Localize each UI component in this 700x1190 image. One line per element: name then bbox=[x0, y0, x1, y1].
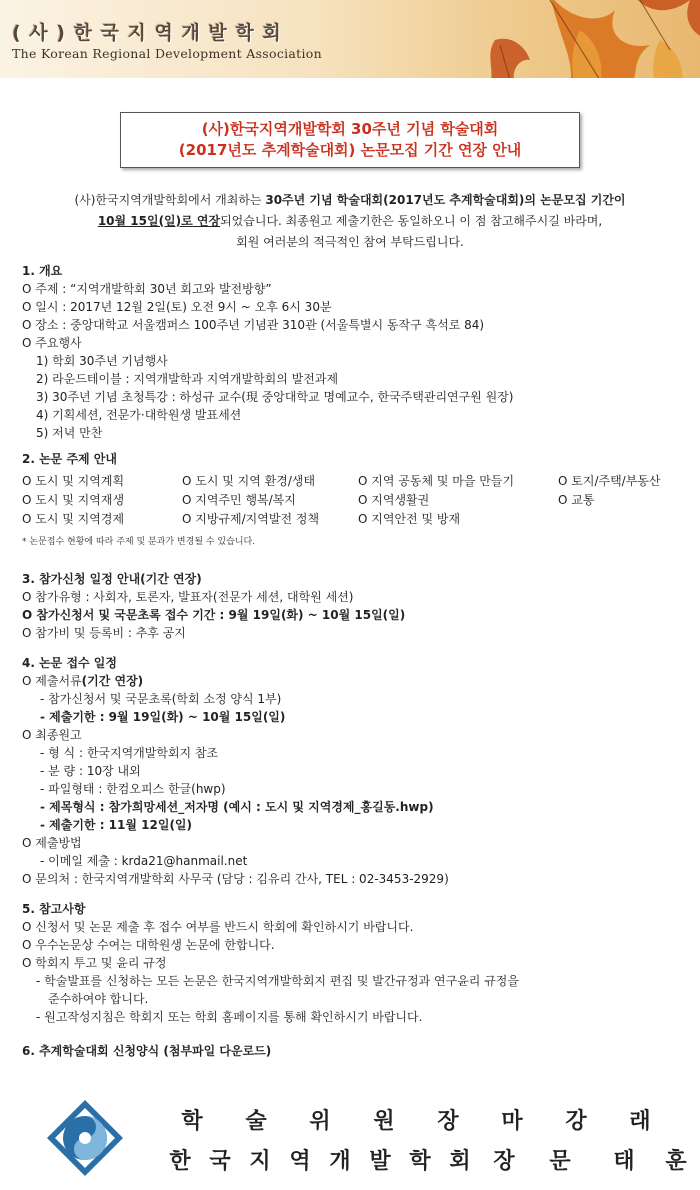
table-row bbox=[22, 491, 682, 510]
topic-item: O 지역생활권 bbox=[358, 493, 430, 507]
topic-item: O 지방규제/지역발전 정책 bbox=[182, 512, 320, 526]
table-row bbox=[22, 510, 682, 529]
signature-char: 위 bbox=[309, 1109, 331, 1134]
section-heading: 1. 개요 bbox=[22, 264, 63, 278]
list-item: O 제출서류 bbox=[22, 674, 82, 688]
topic-item bbox=[558, 510, 682, 529]
notice-title-box bbox=[120, 112, 580, 168]
topic-item: O 지역주민 행복/복지 bbox=[182, 493, 296, 507]
signature-char: 래 bbox=[629, 1109, 651, 1134]
section-registration bbox=[22, 570, 405, 642]
signature-line-president bbox=[160, 1144, 696, 1175]
list-subitem: - 파일형태 : 한컴오피스 한글(hwp) bbox=[40, 782, 226, 796]
header-banner bbox=[0, 0, 700, 78]
topic-item: O 도시 및 지역재생 bbox=[22, 493, 125, 507]
signature-char: 마 bbox=[501, 1109, 523, 1134]
topic-item: O 지역 공동체 및 마을 만들기 bbox=[358, 474, 515, 488]
autumn-leaves-decoration bbox=[400, 0, 700, 78]
list-subitem: - 분 량 : 10장 내외 bbox=[40, 764, 141, 778]
signature-char: 국 bbox=[209, 1149, 231, 1174]
signature-char: 역 bbox=[289, 1149, 311, 1174]
intro-deadline-underlined: 10월 15일(일)로 연장 bbox=[97, 214, 221, 228]
list-item: O 참가유형 : 사회자, 토론자, 발표자(전문가 세션, 대학원 세션) bbox=[22, 590, 354, 604]
signature-line-committee bbox=[160, 1104, 672, 1135]
list-item: O 신청서 및 논문 제출 후 접수 여부를 반드시 학회에 확인하시기 바랍니다. bbox=[22, 920, 414, 934]
signature-char: 학 bbox=[181, 1109, 203, 1134]
signature-char: 개 bbox=[329, 1149, 351, 1174]
intro-text: (사)한국지역개발학회에서 개최하는 bbox=[74, 193, 266, 207]
notice-title-line1: (사)한국지역개발학회 30주년 기념 학술대회 bbox=[201, 120, 499, 138]
signature-char: 장 bbox=[437, 1109, 459, 1134]
intro-text: 회원 여러분의 적극적인 참여 부탁드립니다. bbox=[236, 235, 464, 249]
list-item: O 일시 : 2017년 12월 2일(토) 오전 9시 ~ 오후 6시 30분 bbox=[22, 300, 332, 314]
list-subitem: - 원고작성지침은 학회지 또는 학회 홈페이지를 통해 확인하시기 바랍니다. bbox=[36, 1010, 423, 1024]
section-heading: 4. 논문 접수 일정 bbox=[22, 656, 117, 670]
notice-title-line2: (2017년도 추계학술대회) 논문모집 기간 연장 안내 bbox=[178, 141, 522, 159]
topic-item: O 도시 및 지역계획 bbox=[22, 474, 125, 488]
topics-note: * 논문접수 현황에 따라 주제 및 분과가 변경될 수 있습니다. bbox=[22, 537, 256, 547]
list-item: O 문의처 : 한국지역개발학회 사무국 (담당 : 김유리 간사, TEL : 02-3453-2929) bbox=[22, 872, 449, 886]
list-subitem: 3) 30주년 기념 초청특강 : 하성규 교수(現 중앙대학교 명예교수, 한국주택관리연구원 원장) bbox=[36, 390, 514, 404]
topic-item: O 토지/주택/부동산 bbox=[558, 474, 661, 488]
association-name-en: The Korean Regional Development Association bbox=[12, 46, 322, 61]
list-subitem: 1) 학회 30주년 기념행사 bbox=[36, 354, 168, 368]
signature-char: 문 bbox=[549, 1149, 571, 1174]
signature-char: 회 bbox=[449, 1149, 471, 1174]
section-submission bbox=[22, 654, 449, 888]
list-subitem-bold: - 제목형식 : 참가희망세션_저자명 (예시 : 도시 및 지역경제_홍길동.hwp) bbox=[40, 800, 434, 814]
section-form-download bbox=[22, 1042, 271, 1060]
association-emblem-icon bbox=[45, 1098, 125, 1178]
list-item-bold: O 참가신청서 및 국문초록 접수 기간 : 9월 19일(화) ~ 10월 15일(일) bbox=[22, 608, 406, 622]
topic-item: O 지역안전 및 방재 bbox=[358, 512, 461, 526]
signature-char: 발 bbox=[369, 1149, 391, 1174]
association-name-ko: ( 사 ) 한 국 지 역 개 발 학 회 bbox=[12, 22, 282, 44]
list-subitem: 5) 저녁 만찬 bbox=[36, 426, 103, 440]
topic-item: O 도시 및 지역 환경/생태 bbox=[182, 474, 316, 488]
list-item: O 참가비 및 등록비 : 추후 공지 bbox=[22, 626, 186, 640]
section-overview bbox=[22, 262, 514, 442]
section-topics-heading bbox=[22, 450, 117, 468]
signature-char: 지 bbox=[249, 1149, 271, 1174]
list-subitem: - 학술발표를 신청하는 모든 논문은 한국지역개발학회지 편집 및 발간규정과 연구윤리 규정을 bbox=[36, 974, 519, 988]
intro-paragraph bbox=[20, 190, 680, 253]
intro-text-bold: 30주년 기념 학술대회(2017년도 추계학술대회)의 논문모집 기간이 bbox=[265, 193, 626, 207]
topics-grid bbox=[22, 472, 682, 547]
list-item: O 주제 : “지역개발학회 30년 회고와 발전방향” bbox=[22, 282, 272, 296]
list-subitem-bold: - 제출기한 : 9월 19일(화) ~ 10월 15일(일) bbox=[40, 710, 286, 724]
list-subitem: - 형 식 : 한국지역개발학회지 참조 bbox=[40, 746, 219, 760]
signature-char: 태 bbox=[613, 1149, 635, 1174]
signature-char: 술 bbox=[245, 1109, 267, 1134]
email-contact: - 이메일 제출 : krda21@hanmail.net bbox=[40, 854, 248, 868]
signature-char: 한 bbox=[169, 1149, 191, 1174]
intro-text: 되었습니다. 최종원고 제출기한은 동일하오니 이 점 참고해주시길 바라며, bbox=[220, 214, 603, 228]
table-row bbox=[22, 472, 682, 491]
section-heading: 3. 참가신청 일정 안내(기간 연장) bbox=[22, 572, 202, 586]
list-subitem: 4) 기획세션, 전문가·대학원생 발표세션 bbox=[36, 408, 242, 422]
signature-char: 장 bbox=[493, 1149, 515, 1174]
signature-char: 훈 bbox=[665, 1149, 687, 1174]
list-item: O 주요행사 bbox=[22, 336, 82, 350]
section-heading: 5. 참고사항 bbox=[22, 902, 86, 916]
list-item: O 장소 : 중앙대학교 서울캠퍼스 100주년 기념관 310관 (서울특별시 동작구 흑석로 84) bbox=[22, 318, 485, 332]
list-subitem: - 참가신청서 및 국문초록(학회 소정 양식 1부) bbox=[40, 692, 282, 706]
list-item: O 우수논문상 수여는 대학원생 논문에 한합니다. bbox=[22, 938, 275, 952]
form-download-link[interactable]: 6. 추계학술대회 신청양식 (첨부파일 다운로드) bbox=[22, 1044, 272, 1058]
list-item: O 제출방법 bbox=[22, 836, 82, 850]
list-item: O 학회지 투고 및 윤리 규정 bbox=[22, 956, 167, 970]
signature-char: 학 bbox=[409, 1149, 431, 1174]
signature-char: 강 bbox=[565, 1109, 587, 1134]
list-subitem: 2) 라운드테이블 : 지역개발학과 지역개발학회의 발전과제 bbox=[36, 372, 339, 386]
signature-char: 원 bbox=[373, 1109, 395, 1134]
list-item-bold: (기간 연장) bbox=[81, 674, 144, 688]
list-subitem: 준수하여야 합니다. bbox=[48, 992, 149, 1006]
list-item: O 최종원고 bbox=[22, 728, 82, 742]
section-notes bbox=[22, 900, 519, 1026]
list-subitem-bold: - 제출기한 : 11월 12일(일) bbox=[40, 818, 193, 832]
topic-item: O 교통 bbox=[558, 493, 595, 507]
section-heading: 2. 논문 주제 안내 bbox=[22, 452, 117, 466]
topic-item: O 도시 및 지역경제 bbox=[22, 512, 125, 526]
